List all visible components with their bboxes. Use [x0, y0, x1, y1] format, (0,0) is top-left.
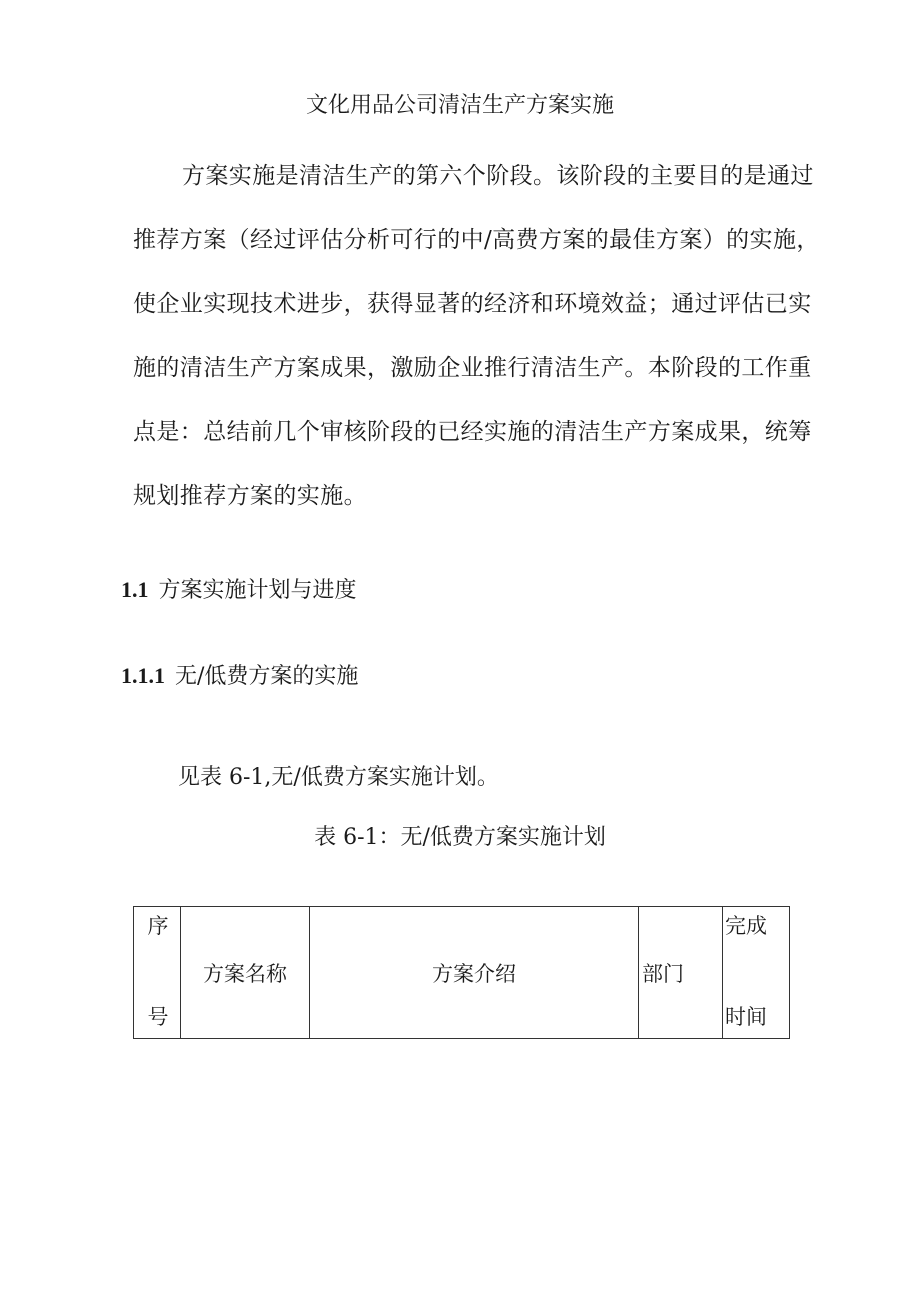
plan-table [133, 906, 790, 1039]
section-number: 1.1 [121, 577, 149, 602]
section-heading-1-1-1 [121, 658, 358, 695]
table-header-row [134, 907, 790, 1039]
header-department [639, 907, 723, 1039]
intro-line-6: 规划推荐方案的实施。 [133, 483, 367, 509]
header-description-label: 方案介绍 [432, 961, 516, 986]
intro-line-4: 施的清洁生产方案成果，激励企业推行清洁生产。本阶段的工作重 [133, 355, 812, 381]
intro-line-3: 使企业实现技术进步，获得显著的经济和环境效益；通过评估已实 [133, 291, 812, 317]
header-time-bottom: 时间 [725, 1005, 767, 1029]
header-department-label: 部门 [642, 961, 684, 986]
intro-line-2: 推荐方案（经过评估分析可行的中/高费方案的最佳方案）的实施， [133, 227, 820, 253]
header-name [181, 907, 310, 1039]
header-index-top: 序 [147, 914, 169, 938]
section-heading-1-1 [121, 572, 357, 609]
header-description [310, 907, 639, 1039]
table-reference-text: 见表 6-1,无/低费方案实施计划。 [178, 765, 499, 790]
header-index-bottom: 号 [147, 1005, 169, 1029]
header-name-label: 方案名称 [203, 961, 287, 986]
table-caption: 表 6-1：无/低费方案实施计划 [314, 825, 606, 850]
header-completion-time [723, 907, 790, 1039]
intro-line-1: 方案实施是清洁生产的第六个阶段。该阶段的主要目的是通过 [182, 163, 814, 189]
section-title: 无/低费方案的实施 [175, 664, 359, 689]
section-number: 1.1.1 [121, 663, 165, 688]
intro-line-5: 点是：总结前几个审核阶段的已经实施的清洁生产方案成果，统筹 [133, 419, 812, 445]
header-index [134, 907, 181, 1039]
section-title: 方案实施计划与进度 [158, 578, 357, 603]
document-title: 文化用品公司清洁生产方案实施 [305, 93, 614, 118]
header-time-top: 完成 [725, 914, 767, 938]
